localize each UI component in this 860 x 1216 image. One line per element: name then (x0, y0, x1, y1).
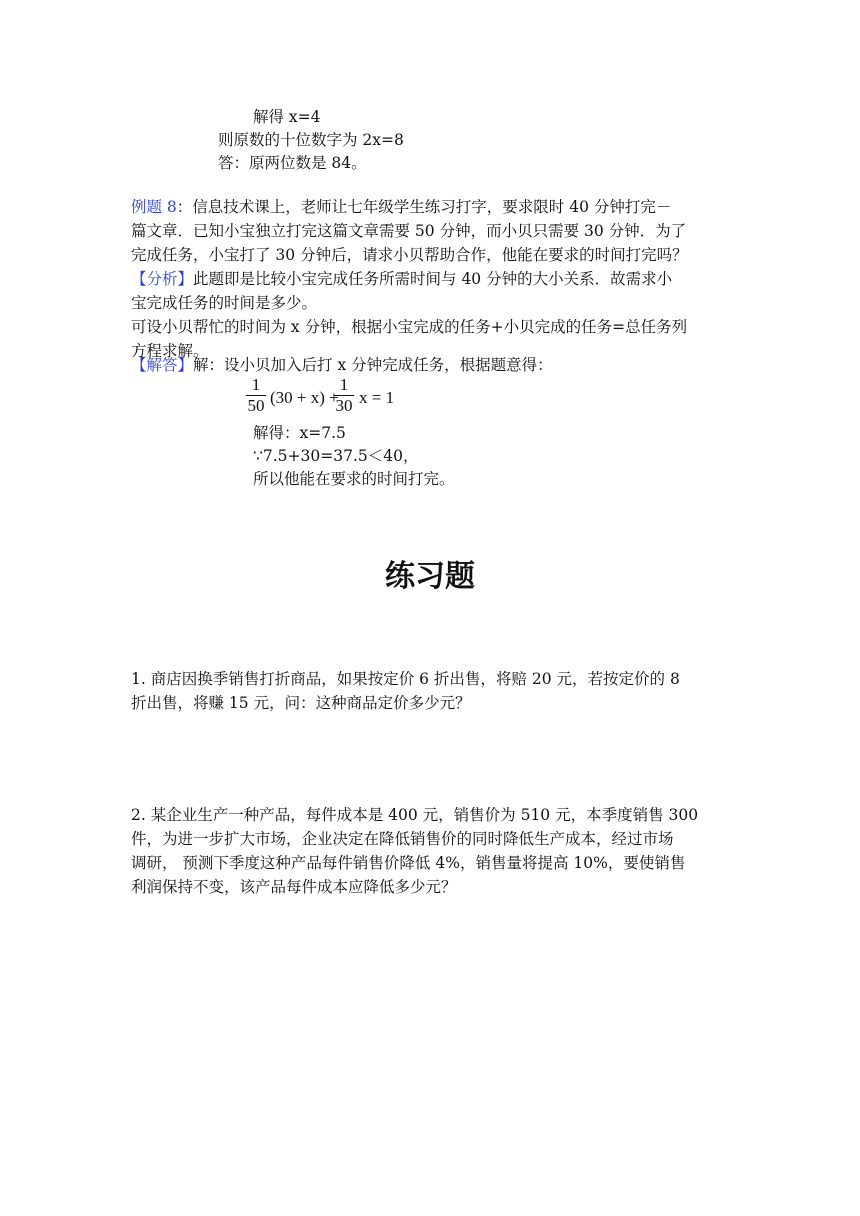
example-line: 篇文章．已知小宝独立打完这篇文章需要 50 分钟，而小贝只需要 30 分钟．为了 (131, 222, 687, 240)
analysis-text: 此题即是比较小宝完成任务所需时间与 40 分钟的大小关系．故需求小 (193, 270, 673, 288)
numerator: 1 (339, 375, 349, 394)
analysis-line (131, 268, 672, 290)
analysis-line: 方程求解。 (131, 342, 209, 360)
analysis-label: 【分析】 (131, 270, 194, 288)
section-title: 练习题 (385, 559, 475, 594)
numerator: 1 (251, 375, 261, 394)
problem-line: 利润保持不变，该产品每件成本应降低多少元？ (131, 878, 457, 896)
analysis-line: 可设小贝帮忙的时间为 x 分钟，根据小宝完成的任务+小贝完成的任务=总任务列 (131, 318, 688, 336)
solve-line: 解得：x=7.5 (253, 424, 346, 442)
problem-line: 调研， 预测下季度这种产品每件销售价降低 4%，销售量将提高 10%，要使销售 (131, 854, 686, 872)
fraction (246, 376, 266, 415)
equation-middle: (30 + x) + (270, 388, 339, 407)
fraction (334, 376, 354, 415)
answer-line: 答：原两位数是 84。 (218, 154, 367, 172)
answer-text: 解：设小贝加入后打 x 分钟完成任务，根据题意得： (193, 356, 553, 374)
denominator: 30 (335, 396, 353, 415)
answer-label: 【解答】 (131, 356, 194, 374)
example-line (131, 196, 671, 218)
denominator: 50 (247, 396, 265, 415)
solve-line: ∵7.5+30=37.5＜40， (253, 447, 419, 465)
answer-line (131, 354, 553, 376)
problem-line: 件，为进一步扩大市场，企业决定在降低销售价的同时降低生产成本，经过市场 (131, 830, 674, 848)
example-text: ：信息技术课上，老师让七年级学生练习打字，要求限时 40 分钟打完－ (176, 198, 672, 216)
example-line: 完成任务，小宝打了 30 分钟后，请求小贝帮助合作，他能在要求的时间打完吗？ (131, 246, 688, 264)
equation-tail: x = 1 (359, 388, 395, 407)
solution-line: 解得 x=4 (253, 108, 321, 126)
analysis-line: 宝完成任务的时间是多少。 (131, 294, 318, 312)
solution-line: 则原数的十位数字为 2x=8 (218, 131, 404, 149)
problem-line: 1. 商店因换季销售打折商品，如果按定价 6 折出售，将赔 20 元，若按定价的 8 (131, 670, 680, 688)
example-label: 例题 8 (131, 198, 177, 216)
solve-line: 所以他能在要求的时间打完。 (253, 470, 455, 488)
problem-line: 2. 某企业生产一种产品，每件成本是 400 元，销售价为 510 元，本季度销售 300 (131, 806, 699, 824)
problem-line: 折出售，将赚 15 元，问：这种商品定价多少元？ (131, 694, 471, 712)
